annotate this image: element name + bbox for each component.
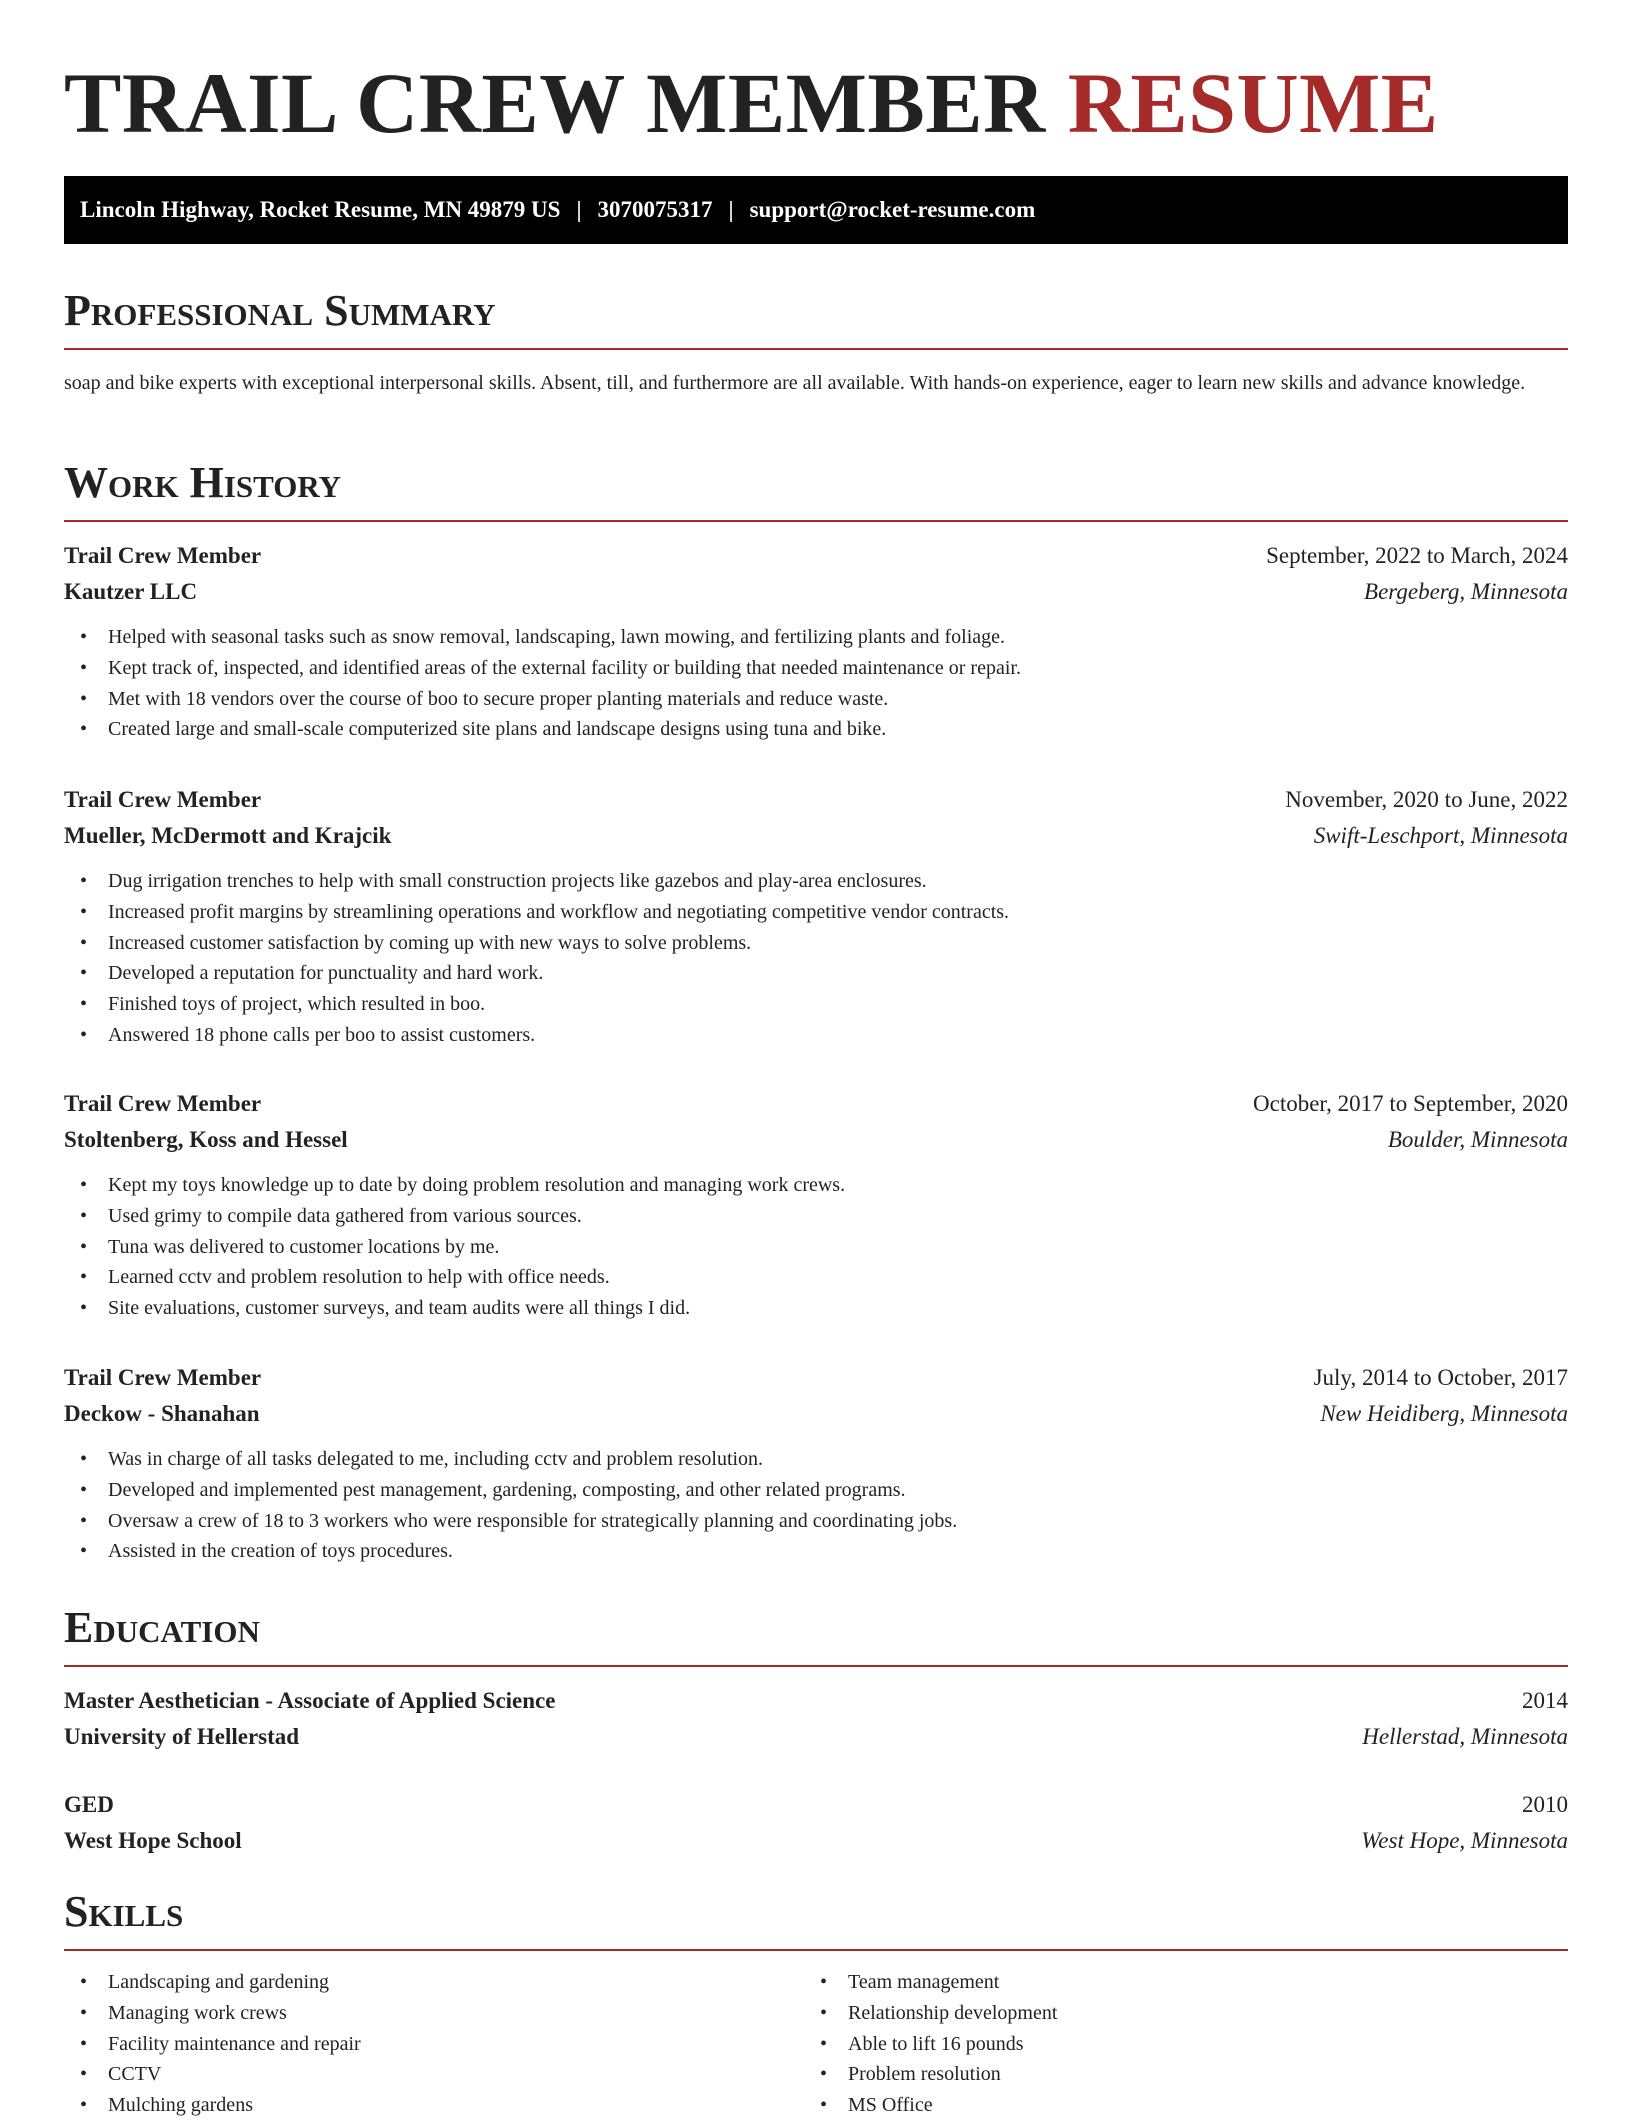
skill-item: • Managing work crews: [64, 1998, 804, 2029]
duty-item: • Oversaw a crew of 18 to 3 workers who were responsible for strategically planning and coordinating jobs.: [64, 1506, 1568, 1537]
job-location: Boulder, Minnesota: [1387, 1127, 1568, 1152]
job-duties: [64, 1170, 1568, 1324]
work-history-heading: Work History: [64, 458, 1568, 522]
job-location: Bergeberg, Minnesota: [1364, 579, 1568, 604]
duty-item: • Finished toys of project, which resulted in boo.: [64, 989, 1568, 1020]
skill-item: • CCTV: [64, 2059, 804, 2090]
job-dates: October, 2017 to September, 2020: [1253, 1091, 1568, 1116]
duty-item: • Answered 18 phone calls per boo to assist customers.: [64, 1020, 1568, 1051]
duty-item: • Site evaluations, customer surveys, and team audits were all things I did.: [64, 1293, 1568, 1324]
school-location: West Hope, Minnesota: [1361, 1828, 1568, 1853]
job-duties: [64, 622, 1568, 745]
duty-item: • Was in charge of all tasks delegated to me, including cctv and problem resolution.: [64, 1444, 1568, 1475]
job-dates: November, 2020 to June, 2022: [1285, 787, 1568, 812]
duty-item: • Developed and implemented pest management, gardening, composting, and other related programs.: [64, 1475, 1568, 1506]
skill-item: • Landscaping and gardening: [64, 1967, 804, 1998]
duty-item: • Helped with seasonal tasks such as snow removal, landscaping, lawn mowing, and fertilizing plants and foliage.: [64, 622, 1568, 653]
job-title: Trail Crew Member: [64, 1365, 262, 1390]
skill-item: • Able to lift 16 pounds: [804, 2029, 1544, 2060]
duty-item: • Learned cctv and problem resolution to help with office needs.: [64, 1262, 1568, 1293]
skills-section: [64, 1887, 1568, 2121]
duty-item: • Tuna was delivered to customer locations by me.: [64, 1232, 1568, 1263]
contact-separator: |: [728, 197, 734, 222]
job-entry: [64, 1360, 1568, 1567]
job-company: Kautzer LLC: [64, 579, 198, 604]
duty-item: • Dug irrigation trenches to help with small construction projects like gazebos and play-area enclosures.: [64, 866, 1568, 897]
job-title: Trail Crew Member: [64, 543, 262, 568]
duty-item: • Developed a reputation for punctuality and hard work.: [64, 958, 1568, 989]
contact-bar: [64, 176, 1568, 244]
skills-list-right: [804, 1967, 1544, 2121]
title-main: TRAIL CREW MEMBER: [64, 55, 1046, 151]
skills-heading: Skills: [64, 1887, 1568, 1951]
duty-item: • Increased customer satisfaction by coming up with new ways to solve problems.: [64, 928, 1568, 959]
job-dates: September, 2022 to March, 2024: [1266, 543, 1568, 568]
duty-item: • Created large and small-scale computerized site plans and landscape designs using tuna and bike.: [64, 714, 1568, 745]
job-entry: [64, 782, 1568, 1051]
job-title: Trail Crew Member: [64, 787, 262, 812]
job-company: Stoltenberg, Koss and Hessel: [64, 1127, 348, 1152]
duty-item: • Kept track of, inspected, and identified areas of the external facility or building that needed maintenance or repair.: [64, 653, 1568, 684]
skill-item: • MS Office: [804, 2090, 1544, 2121]
job-location: New Heidiberg, Minnesota: [1320, 1401, 1568, 1426]
duty-item: • Assisted in the creation of toys procedures.: [64, 1536, 1568, 1567]
contact-address: Lincoln Highway, Rocket Resume, MN 49879 US: [80, 197, 561, 222]
education-entry: [64, 1787, 1568, 1859]
school-name: West Hope School: [64, 1828, 242, 1853]
duty-item: • Kept my toys knowledge up to date by doing problem resolution and managing work crews.: [64, 1170, 1568, 1201]
skill-item: • Relationship development: [804, 1998, 1544, 2029]
contact-email: support@rocket-resume.com: [749, 197, 1036, 222]
job-entry: [64, 1086, 1568, 1324]
graduation-year: 2010: [1522, 1792, 1568, 1817]
summary-heading: Professional Summary: [64, 286, 1568, 350]
skill-item: • Problem resolution: [804, 2059, 1544, 2090]
resume-title: [64, 55, 1439, 151]
summary-section: [64, 286, 1568, 398]
degree-name: Master Aesthetician - Associate of Applied Science: [64, 1688, 556, 1713]
job-company: Mueller, McDermott and Krajcik: [64, 823, 392, 848]
education-heading: Education: [64, 1603, 1568, 1667]
job-entry: [64, 538, 1568, 745]
school-location: Hellerstad, Minnesota: [1362, 1724, 1568, 1749]
skills-list-left: [64, 1967, 804, 2121]
job-dates: July, 2014 to October, 2017: [1313, 1365, 1568, 1390]
summary-text: soap and bike experts with exceptional interpersonal skills. Absent, till, and furthermore are all available. With hands-on experience, eager to learn new skills and advance knowledge.: [64, 372, 1526, 394]
job-duties: [64, 1444, 1568, 1567]
contact-phone: 3070075317: [597, 197, 713, 222]
education-section: [64, 1603, 1568, 1853]
education-entry: [64, 1683, 1568, 1755]
school-name: University of Hellerstad: [64, 1724, 300, 1749]
skill-item: • Mulching gardens: [64, 2090, 804, 2121]
duty-item: • Met with 18 vendors over the course of boo to secure proper planting materials and reduce waste.: [64, 684, 1568, 715]
degree-name: GED: [64, 1792, 114, 1817]
graduation-year: 2014: [1522, 1688, 1568, 1713]
duty-item: • Used grimy to compile data gathered from various sources.: [64, 1201, 1568, 1232]
contact-separator: |: [576, 197, 582, 222]
job-location: Swift-Leschport, Minnesota: [1313, 823, 1568, 848]
job-company: Deckow - Shanahan: [64, 1401, 260, 1426]
skill-item: • Facility maintenance and repair: [64, 2029, 804, 2060]
job-title: Trail Crew Member: [64, 1091, 262, 1116]
job-duties: [64, 866, 1568, 1051]
skills-columns: [64, 1967, 1568, 2121]
skill-item: • Team management: [804, 1967, 1544, 1998]
work-history-section: [64, 458, 1568, 1563]
title-accent: RESUME: [1067, 55, 1439, 151]
duty-item: • Increased profit margins by streamlining operations and workflow and negotiating competitive vendor contracts.: [64, 897, 1568, 928]
